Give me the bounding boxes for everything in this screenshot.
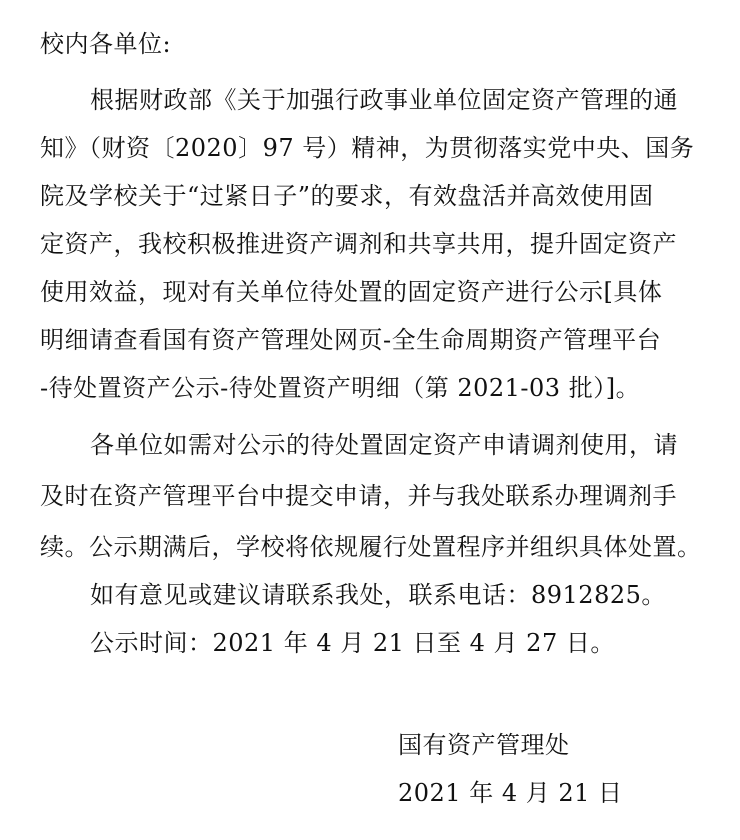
paragraph-1-line-3: 院及学校关于“过紧日子”的要求，有效盘活并高效使用固 [40,182,654,210]
paragraph-1-line-7: -待处置资产公示-待处置资产明细（第 2021-03 批）]。 [40,374,641,402]
signature-department: 国有资产管理处 [398,731,570,759]
paragraph-2-line-1: 各单位如需对公示的待处置固定资产申请调剂使用，请 [90,431,678,459]
salutation: 校内各单位: [40,30,172,58]
paragraph-1-line-4: 定资产，我校积极推进资产调剂和共享共用，提升固定资产 [40,230,677,258]
paragraph-2-line-3: 续。公示期满后，学校将依规履行处置程序并组织具体处置。 [40,533,702,561]
paragraph-1-line-1: 根据财政部《关于加强行政事业单位固定资产管理的通 [90,86,678,114]
period-line: 公示时间：2021 年 4 月 21 日至 4 月 27 日。 [90,629,615,657]
paragraph-1-line-2: 知》（财资〔2020〕97 号）精神，为贯彻落实党中央、国务 [40,134,695,162]
signature-date: 2021 年 4 月 21 日 [398,779,623,807]
paragraph-2-line-2: 及时在资产管理平台中提交申请，并与我处联系办理调剂手 [40,482,677,510]
contact-line: 如有意见或建议请联系我处，联系电话：8912825。 [90,581,666,609]
paragraph-1-line-5: 使用效益，现对有关单位待处置的固定资产进行公示[具体 [40,278,663,306]
paragraph-1-line-6: 明细请查看国有资产管理处网页-全生命周期资产管理平台 [40,326,662,354]
